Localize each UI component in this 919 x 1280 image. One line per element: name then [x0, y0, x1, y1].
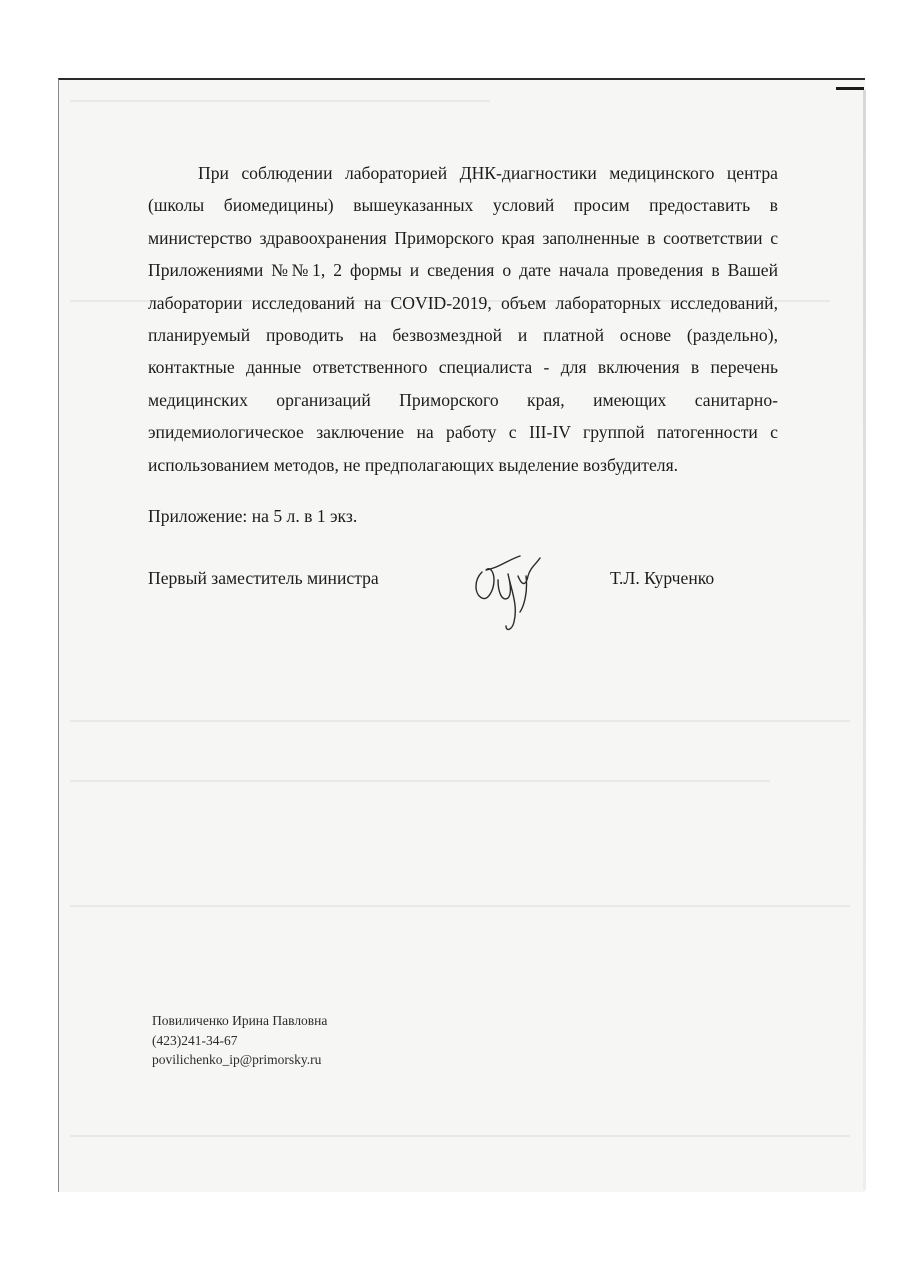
handwritten-signature [468, 546, 548, 636]
scan-noise [70, 720, 850, 722]
letter-body: При соблюдении лабораторией ДНК-диагностики медицинского центра (школы биомедицины) вышеуказанных условий просим предоставить в министерство здравоохранения Приморского края заполненные в соответствии с Приложениями №№1, 2 формы и сведения о дате начала проведения в Вашей лаборатории исследований на COVID-2019, объем лабораторных исследований, планируемый проводить на безвозмездной и платной основе (раздельно), контактные данные ответственного специалиста - для включения в перечень медицинских организаций Приморского края, имеющих санитарно-эпидемиологическое заключение на работу с III-IV группой патогенности с использованием методов, не предполагающих выделение возбудителя. [148, 163, 778, 475]
signer-name: Т.Л. Курченко [610, 568, 715, 588]
signer-title: Первый заместитель министра [148, 568, 379, 588]
contact-phone: (423)241-34-67 [152, 1032, 238, 1048]
scan-noise [70, 1135, 850, 1137]
scan-noise [70, 100, 490, 102]
contact-name: Повиличенко Ирина Павловна [152, 1013, 328, 1028]
scan-noise [70, 905, 850, 907]
attachment-note: Приложение: на 5 л. в 1 экз. [148, 506, 358, 526]
scan-edge-mark [836, 87, 864, 90]
contact-email: povilichenko_ip@primorsky.ru [152, 1052, 322, 1067]
scan-noise [70, 780, 770, 782]
contact-block [152, 1011, 327, 1070]
